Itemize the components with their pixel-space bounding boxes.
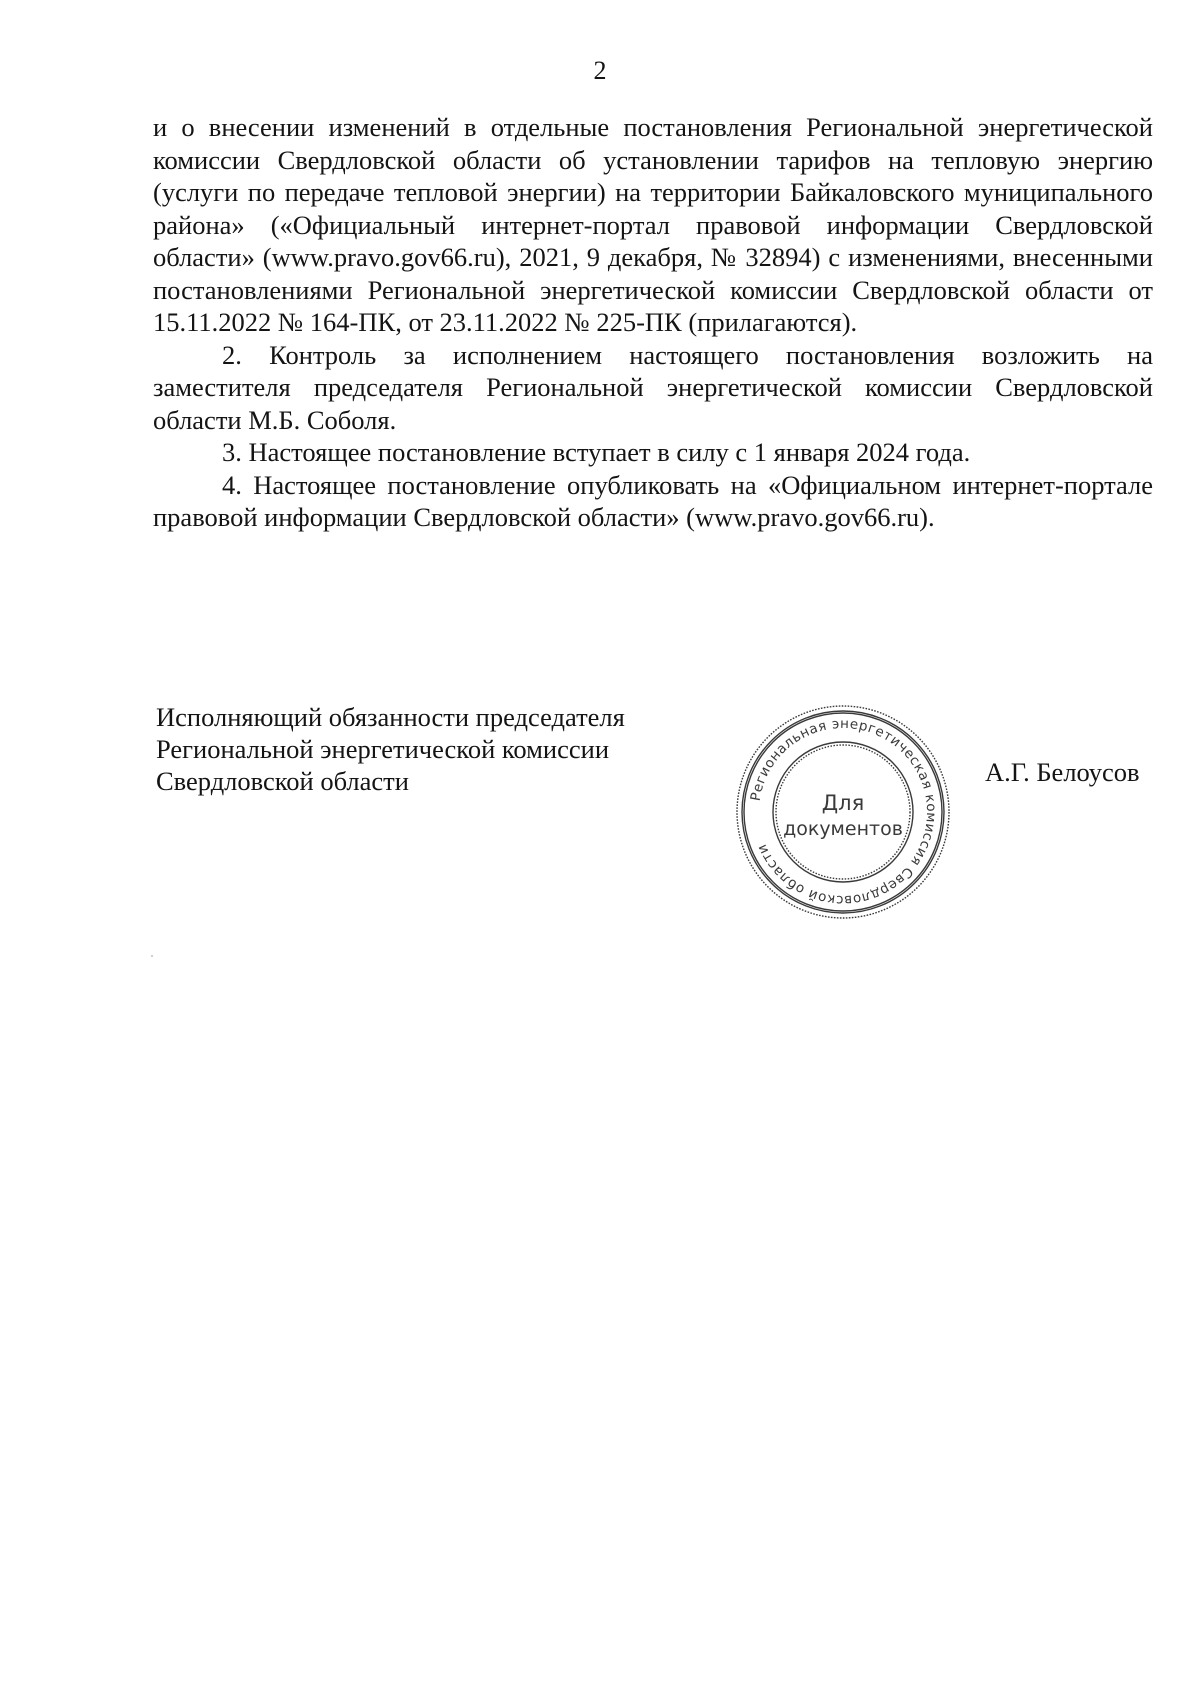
paragraph-3-effective-date: 3. Настоящее постановление вступает в силу с 1 января 2024 года. — [222, 437, 971, 467]
document-body — [153, 111, 1153, 534]
paragraph-1-continuation: и о внесении изменений в отдельные постановления Региональной энергетической комиссии Свердловской области об установлении тарифов на тепловую энергию (услуги по передаче тепловой энергии) на территории Байкаловского муниципального района» («Официальный интернет-портал правовой информации Свердловской области» (www.pravo.gov66.ru), 2021, 9 декабря, № 32894) с изменениями, внесенными постановлениями Региональной энергетической комиссии Свердловской области от 15.11.2022 № 164-ПК, от 23.11.2022 № 225-ПК (прилагаются). — [153, 112, 1153, 337]
stamp-center-line-2: документов — [783, 818, 903, 840]
stamp-center-line-1: Для — [821, 791, 865, 815]
signatory-position — [156, 701, 716, 797]
signatory-position-line-1: Исполняющий обязанности председателя — [156, 702, 625, 732]
page-number: 2 — [593, 56, 607, 85]
paragraph-4-publication: 4. Настоящее постановление опубликовать на «Официальном интернет-портале правовой информации Свердловской области» (www.pravo.gov66.ru). — [153, 469, 1153, 532]
scan-artifact-dot — [151, 955, 153, 957]
signatory-name: А.Г. Белоусов — [985, 757, 1140, 787]
paragraph-2-control: 2. Контроль за исполнением настоящего постановления возложить на заместителя председателя Региональной энергетической комиссии Свердловской области М.Б. Соболя. — [153, 339, 1153, 435]
signatory-position-line-2: Региональной энергетической комиссии — [156, 734, 609, 764]
signatory-position-line-3: Свердловской области — [156, 766, 409, 796]
official-seal-stamp — [731, 700, 955, 924]
stamp-ring-text: Региональная энергетическая комиссия Свердловской области — [747, 715, 940, 909]
